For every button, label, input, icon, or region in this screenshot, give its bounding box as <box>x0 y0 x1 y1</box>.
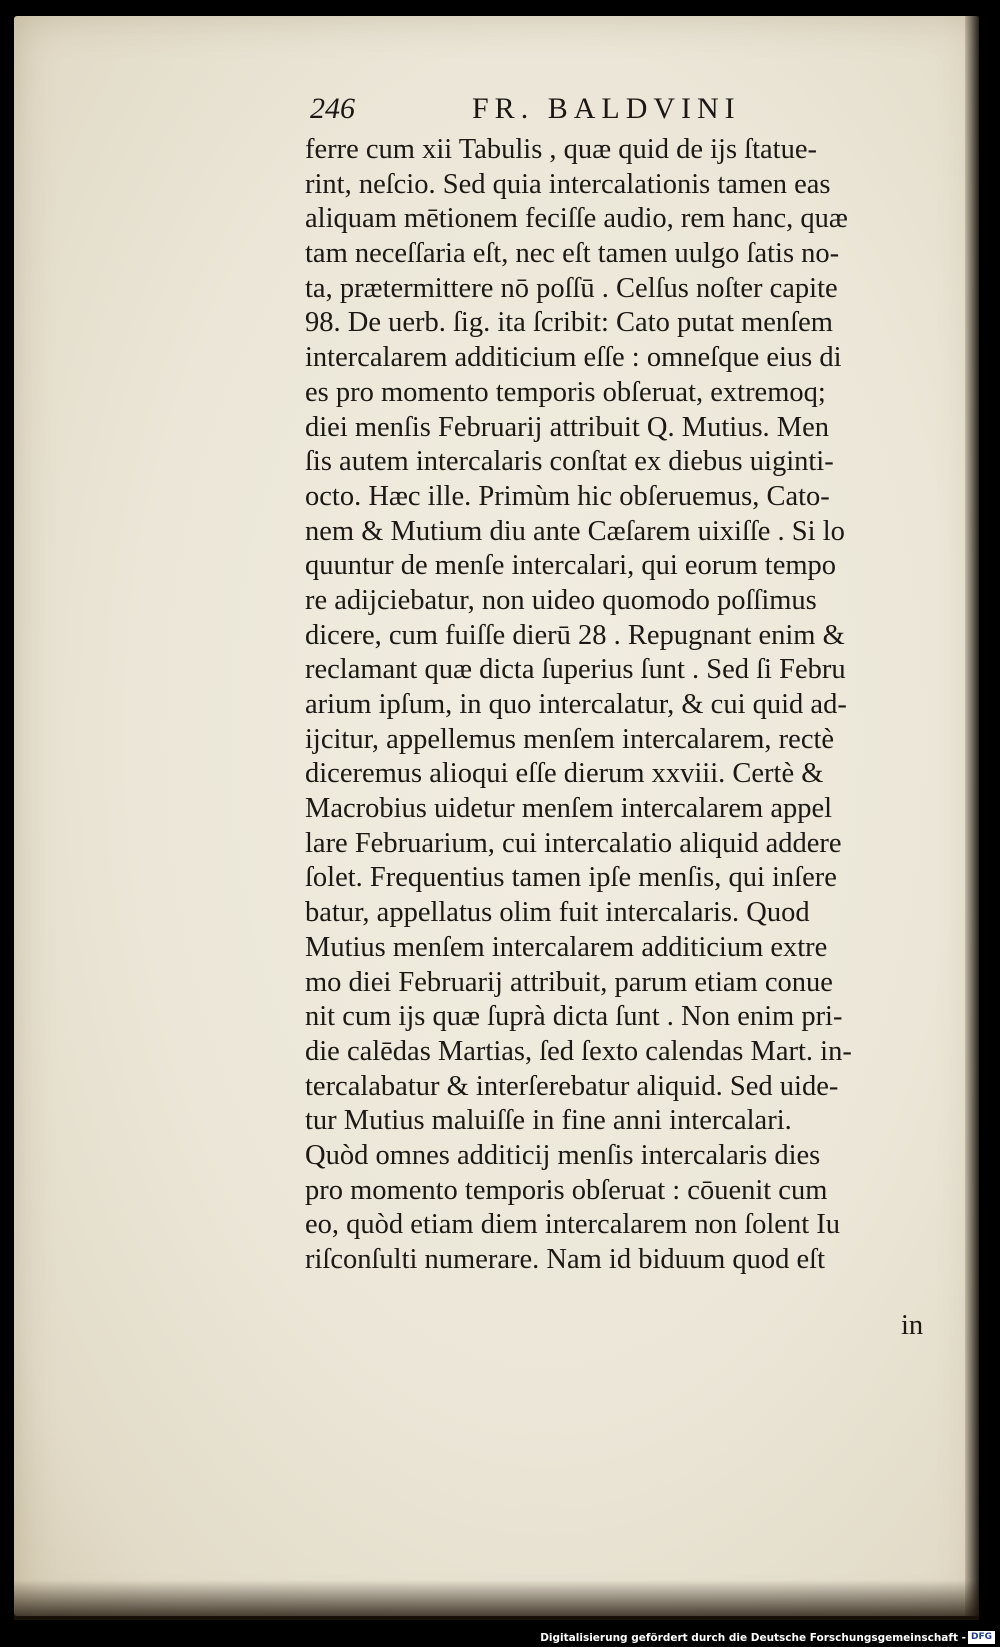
page-number: 246 <box>310 92 355 125</box>
text-line: quuntur de menſe intercalari, qui eorum tempo <box>305 550 837 582</box>
text-line: dicere, cum fuiſſe dierū 28 . Repugnant enim & <box>305 619 845 651</box>
text-line: riſconſulti numerare. Nam id biduum quod eſt <box>305 1244 826 1275</box>
running-title: FR. BALDVINI <box>472 92 741 125</box>
text-line: ferre cum xii Tabulis , quæ quid de ijs ſtatue- <box>305 134 817 165</box>
text-line: intercalarem additicium eſſe : omneſque eius di <box>305 342 842 374</box>
text-line: pro momento temporis obſeruat : cōuenit cum <box>305 1174 828 1206</box>
text-line: lare Februarium, cui intercalatio aliquid addere <box>305 827 842 859</box>
text-line: Quòd omnes additicij menſis intercalaris dies <box>305 1139 821 1171</box>
text-line: Macrobius uidetur menſem intercalarem appel <box>305 793 833 825</box>
catchword: in <box>901 1310 924 1341</box>
funding-credit: Digitalisierung gefördert durch die Deutsche Forschungsgemeinschaft - <box>540 1632 966 1644</box>
text-line: batur, appellatus olim fuit intercalaris. Quod <box>305 897 810 929</box>
text-line: 98. De uerb. ſig. ita ſcribit: Cato putat menſem <box>305 307 833 339</box>
page-edge-shadow <box>965 16 979 1616</box>
text-line: octo. Hæc ille. Primùm hic obſeruemus, Cato- <box>305 480 830 512</box>
text-line: arium ipſum, in quo intercalatur, & cui quid ad- <box>305 689 847 720</box>
text-line: diei menſis Februarij attribuit Q. Mutius. Men <box>305 411 830 443</box>
text-line: diceremus alioqui eſſe dierum xxviii. Certè & <box>305 758 824 790</box>
text-line: rint, neſcio. Sed quia intercalationis tamen eas <box>305 168 831 200</box>
text-line: reclamant quæ dicta ſuperius ſunt . Sed ſi Febru <box>305 654 846 686</box>
running-head <box>310 92 1000 132</box>
text-line: es pro momento temporis obſeruat, extremoq; <box>305 376 826 408</box>
text-line: ta, prætermittere nō poſſū . Celſus noſter capite <box>305 272 838 304</box>
text-line: eo, quòd etiam diem intercalarem non ſolent Iu <box>305 1209 840 1241</box>
text-line: ijcitur, appellemus menſem intercalarem, rectè <box>305 723 835 755</box>
text-line: mo diei Februarij attribuit, parum etiam conue <box>305 966 833 998</box>
text-line: tur Mutius maluiſſe in fine anni intercalari. <box>305 1105 792 1137</box>
text-line: Mutius menſem intercalarem additicium extre <box>305 931 828 963</box>
dfg-logo[interactable]: DFG <box>968 1631 995 1644</box>
text-line: die calēdas Martias, ſed ſexto calendas Mart. in- <box>305 1035 852 1067</box>
text-line: tam neceſſaria eſt, nec eſt tamen uulgo ſatis no- <box>305 238 840 270</box>
body-text <box>305 133 945 1278</box>
text-line: tercalabatur & interſerebatur aliquid. Sed uide- <box>305 1070 839 1102</box>
text-line: re adijciebatur, non uideo quomodo poſſimus <box>305 584 817 616</box>
text-line: nit cum ijs quæ ſuprà dicta ſunt . Non enim pri- <box>305 1001 843 1033</box>
text-line: ſolet. Frequentius tamen ipſe menſis, qui inſere <box>305 862 837 894</box>
page-bottom-edge <box>14 1580 979 1620</box>
text-line: ſis autem intercalaris conſtat ex diebus uiginti- <box>305 446 834 478</box>
text-line: nem & Mutium diu ante Cæſarem uixiſſe . Si lo <box>305 515 845 547</box>
text-line: aliquam mētionem feciſſe audio, rem hanc, quæ <box>305 203 848 235</box>
